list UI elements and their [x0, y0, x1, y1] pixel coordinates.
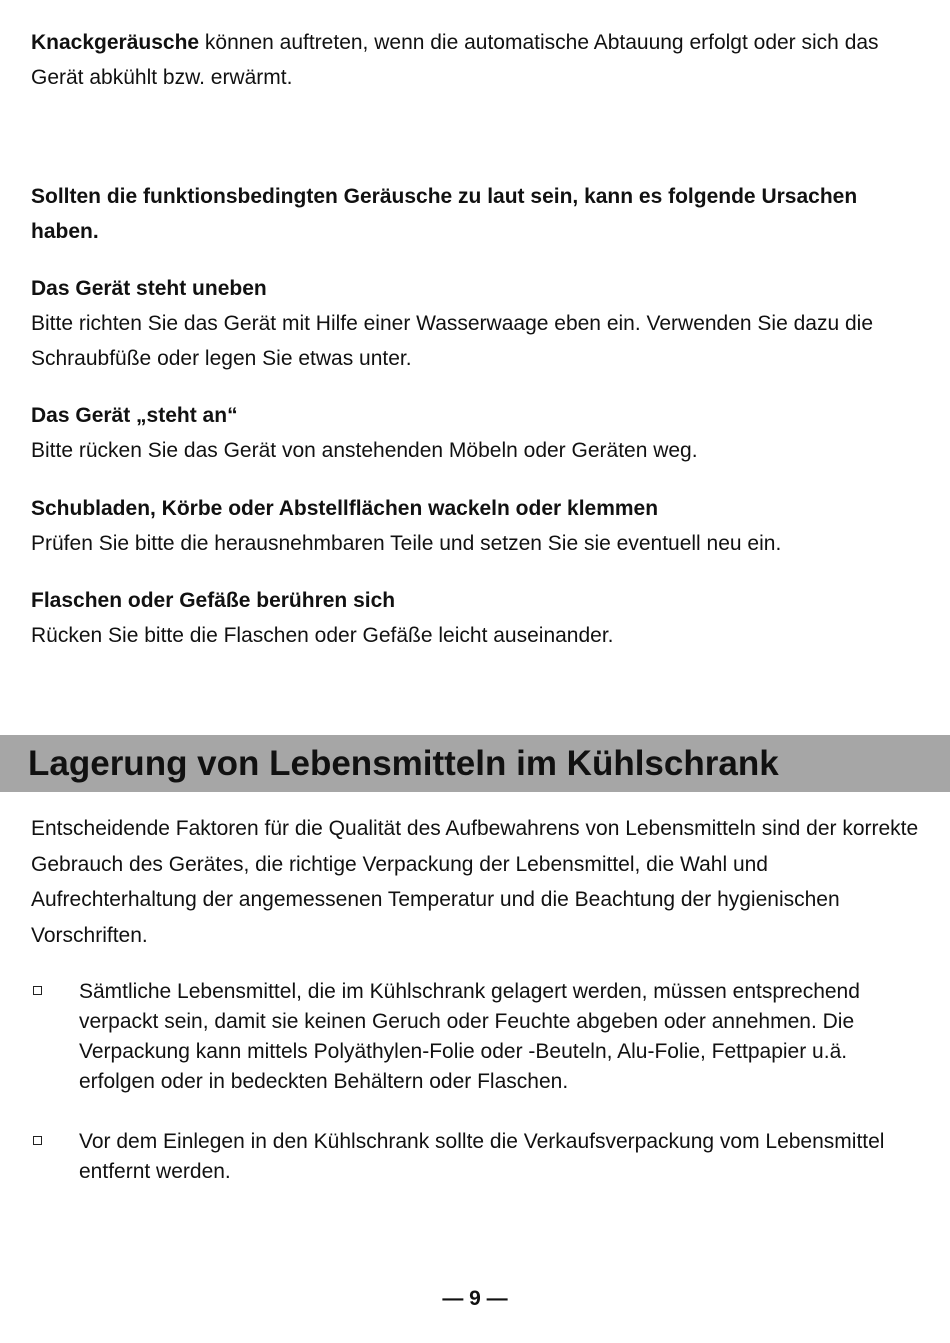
- cause-title: Das Gerät „steht an“: [31, 404, 238, 427]
- causes-heading: Sollten die funktionsbedingten Geräusche zu laut sein, kann es folgende Ursachen haben.: [31, 185, 858, 243]
- bullet-text: Sämtliche Lebensmittel, die im Kühlschrank gelagert werden, müssen entsprechend verpackt sein, damit sie keinen Geruch oder Feuchte abgeben oder annehmen. Die Verpackung kann mittels Polyäthylen-Folie oder -Beuteln, Alu-Folie, Fettpapier u.ä. erfolgen oder in bedeckten Behältern oder Flaschen.: [79, 980, 860, 1093]
- cause-item: [31, 271, 920, 376]
- checkbox-bullet-icon: [33, 986, 42, 995]
- cause-text: Bitte rücken Sie das Gerät von anstehenden Möbeln oder Geräten weg.: [31, 439, 698, 462]
- cause-item: [31, 583, 920, 653]
- cause-text: Prüfen Sie bitte die herausnehmbaren Teile und setzen Sie sie eventuell neu ein.: [31, 532, 782, 555]
- bullet-item: [31, 1127, 922, 1187]
- intro-text: können auftreten, wenn die automatische Abtauung erfolgt oder sich das Gerät abkühlt bzw. erwärmt.: [31, 31, 879, 89]
- bullet-text: Vor dem Einlegen in den Kühlschrank sollte die Verkaufsverpackung vom Lebensmittel entfernt werden.: [79, 1130, 885, 1183]
- cause-title: Schubladen, Körbe oder Abstellflächen wackeln oder klemmen: [31, 497, 659, 520]
- cause-title: Flaschen oder Gefäße berühren sich: [31, 589, 396, 612]
- page-number: — 9 —: [442, 1287, 508, 1310]
- bullet-item: [31, 977, 922, 1097]
- checkbox-bullet-icon: [33, 1136, 42, 1145]
- cause-title: Das Gerät steht uneben: [31, 277, 267, 300]
- section-intro: Entscheidende Faktoren für die Qualität des Aufbewahrens von Lebensmitteln sind der korrekte Gebrauch des Gerätes, die richtige Verpackung der Lebensmittel, die Wahl und Aufrechterhaltung der angemessenen Temperatur und die Beachtung der hygienischen Vorschriften.: [31, 817, 919, 947]
- section-title: Lagerung von Lebensmitteln im Kühlschrank: [28, 744, 779, 783]
- cause-item: [31, 491, 920, 561]
- cause-text: Rücken Sie bitte die Flaschen oder Gefäße leicht auseinander.: [31, 624, 614, 647]
- cause-item: [31, 398, 920, 468]
- section-heading-bar: [0, 735, 950, 792]
- intro-bold-lead: Knackgeräusche: [31, 31, 200, 54]
- cause-text: Bitte richten Sie das Gerät mit Hilfe einer Wasserwaage eben ein. Verwenden Sie dazu die Schraubfüße oder legen Sie etwas unter.: [31, 312, 874, 370]
- intro-paragraph: [31, 25, 920, 95]
